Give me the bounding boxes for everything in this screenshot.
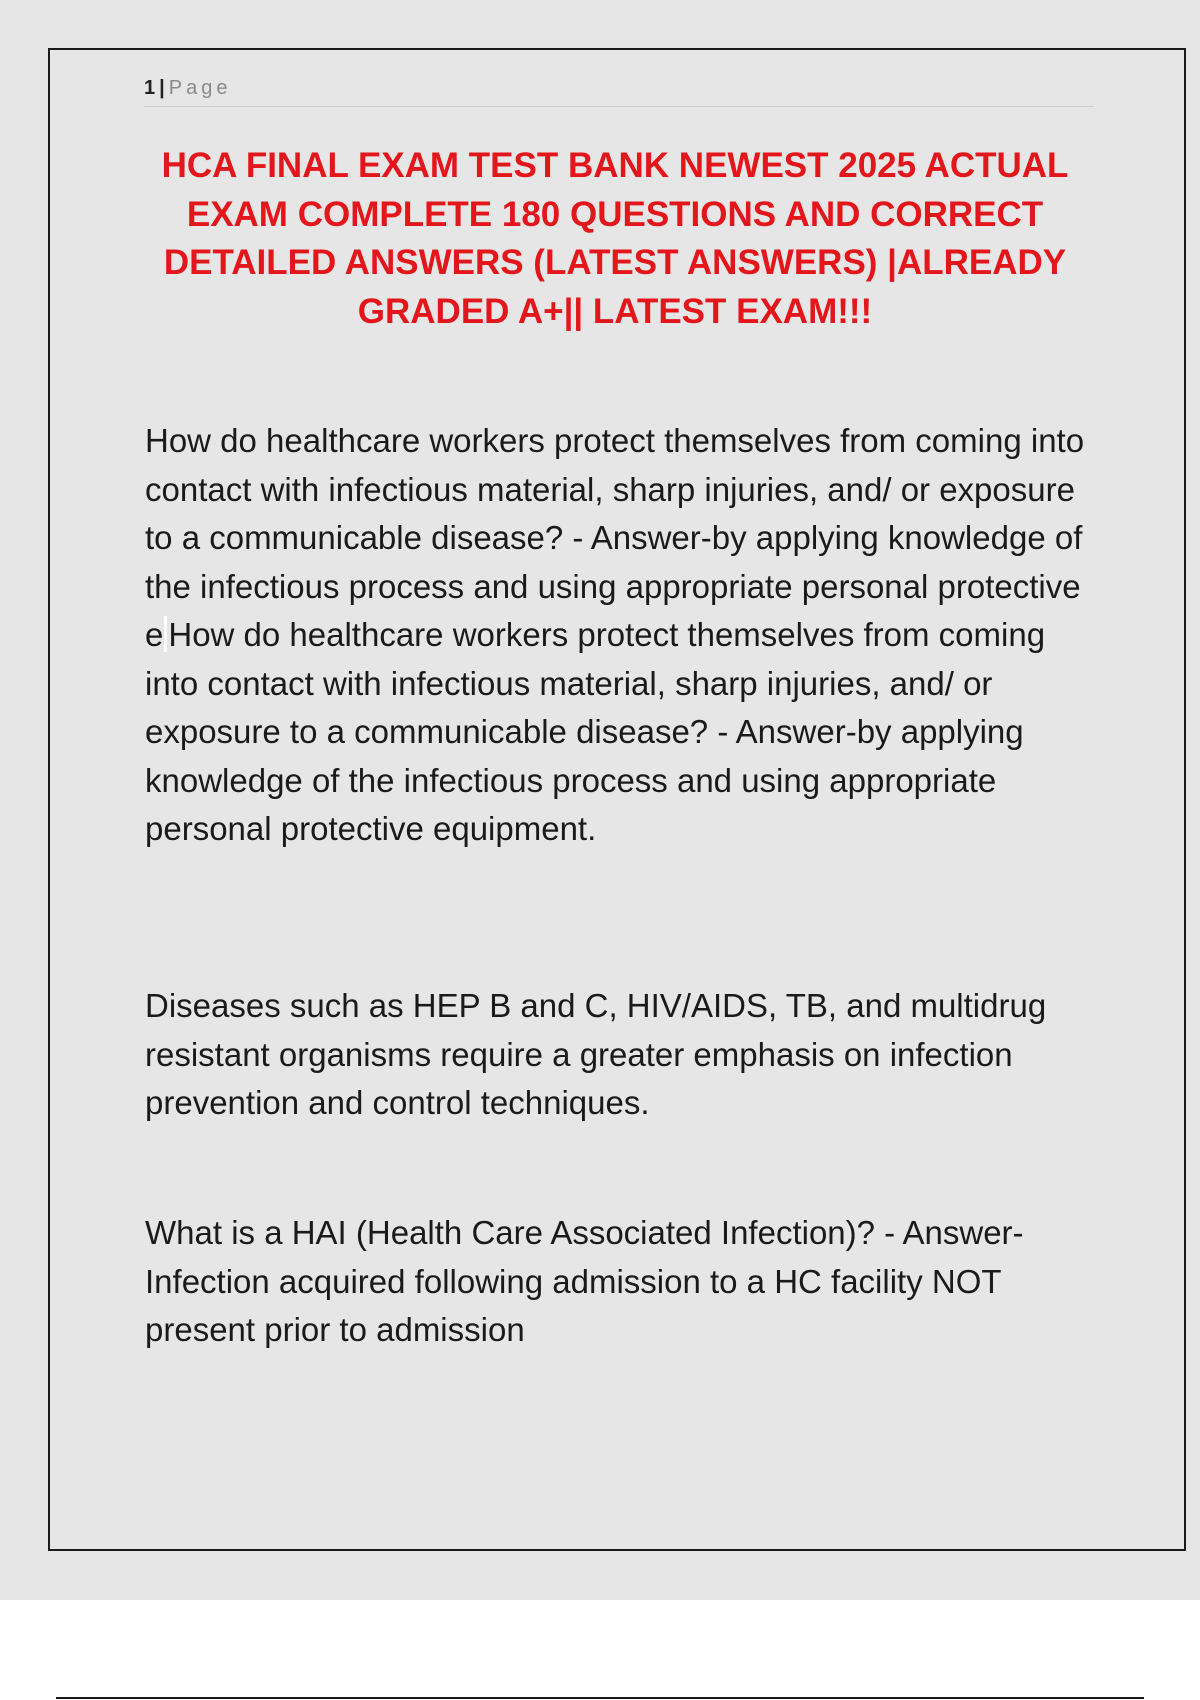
paragraph-text-after-cursor: How do healthcare workers protect themselves from coming into contact with infectious material, sharp injuries, and/ or exposure to a communicable disease? - Answer-by applying knowledge of the infectious process and using appropriate personal protective equipment. [145, 616, 1046, 847]
page-separator: | [159, 77, 165, 99]
statement-paragraph-2[interactable]: Diseases such as HEP B and C, HIV/AIDS, TB, and multidrug resistant organisms require a greater emphasis on infection prevention and control techniques. [145, 987, 1047, 1121]
page-label: Page [168, 77, 232, 99]
question-paragraph-3[interactable]: What is a HAI (Health Care Associated Infection)? - Answer-Infection acquired following admission to a HC facility NOT present prior to admission [145, 1214, 1024, 1348]
document-title: HCA FINAL EXAM TEST BANK NEWEST 2025 ACTUAL EXAM COMPLETE 180 QUESTIONS AND CORRECT DETAILED ANSWERS (LATEST ANSWERS) |ALREADY GRADED A+|| LATEST EXAM!!! [161, 146, 1069, 331]
next-page-top-border [56, 1697, 1144, 1699]
question-paragraph-1[interactable] [145, 417, 1090, 854]
page-header [144, 74, 1094, 107]
text-cursor [164, 616, 167, 652]
page-number: 1 [144, 77, 156, 99]
paragraph-text-before-cursor: How do healthcare workers protect themselves from coming into contact with infectious material, sharp injuries, and/ or exposure to a communicable disease? - Answer-by applying knowledge of the infectious process and using appropriate personal protective e [145, 422, 1085, 653]
